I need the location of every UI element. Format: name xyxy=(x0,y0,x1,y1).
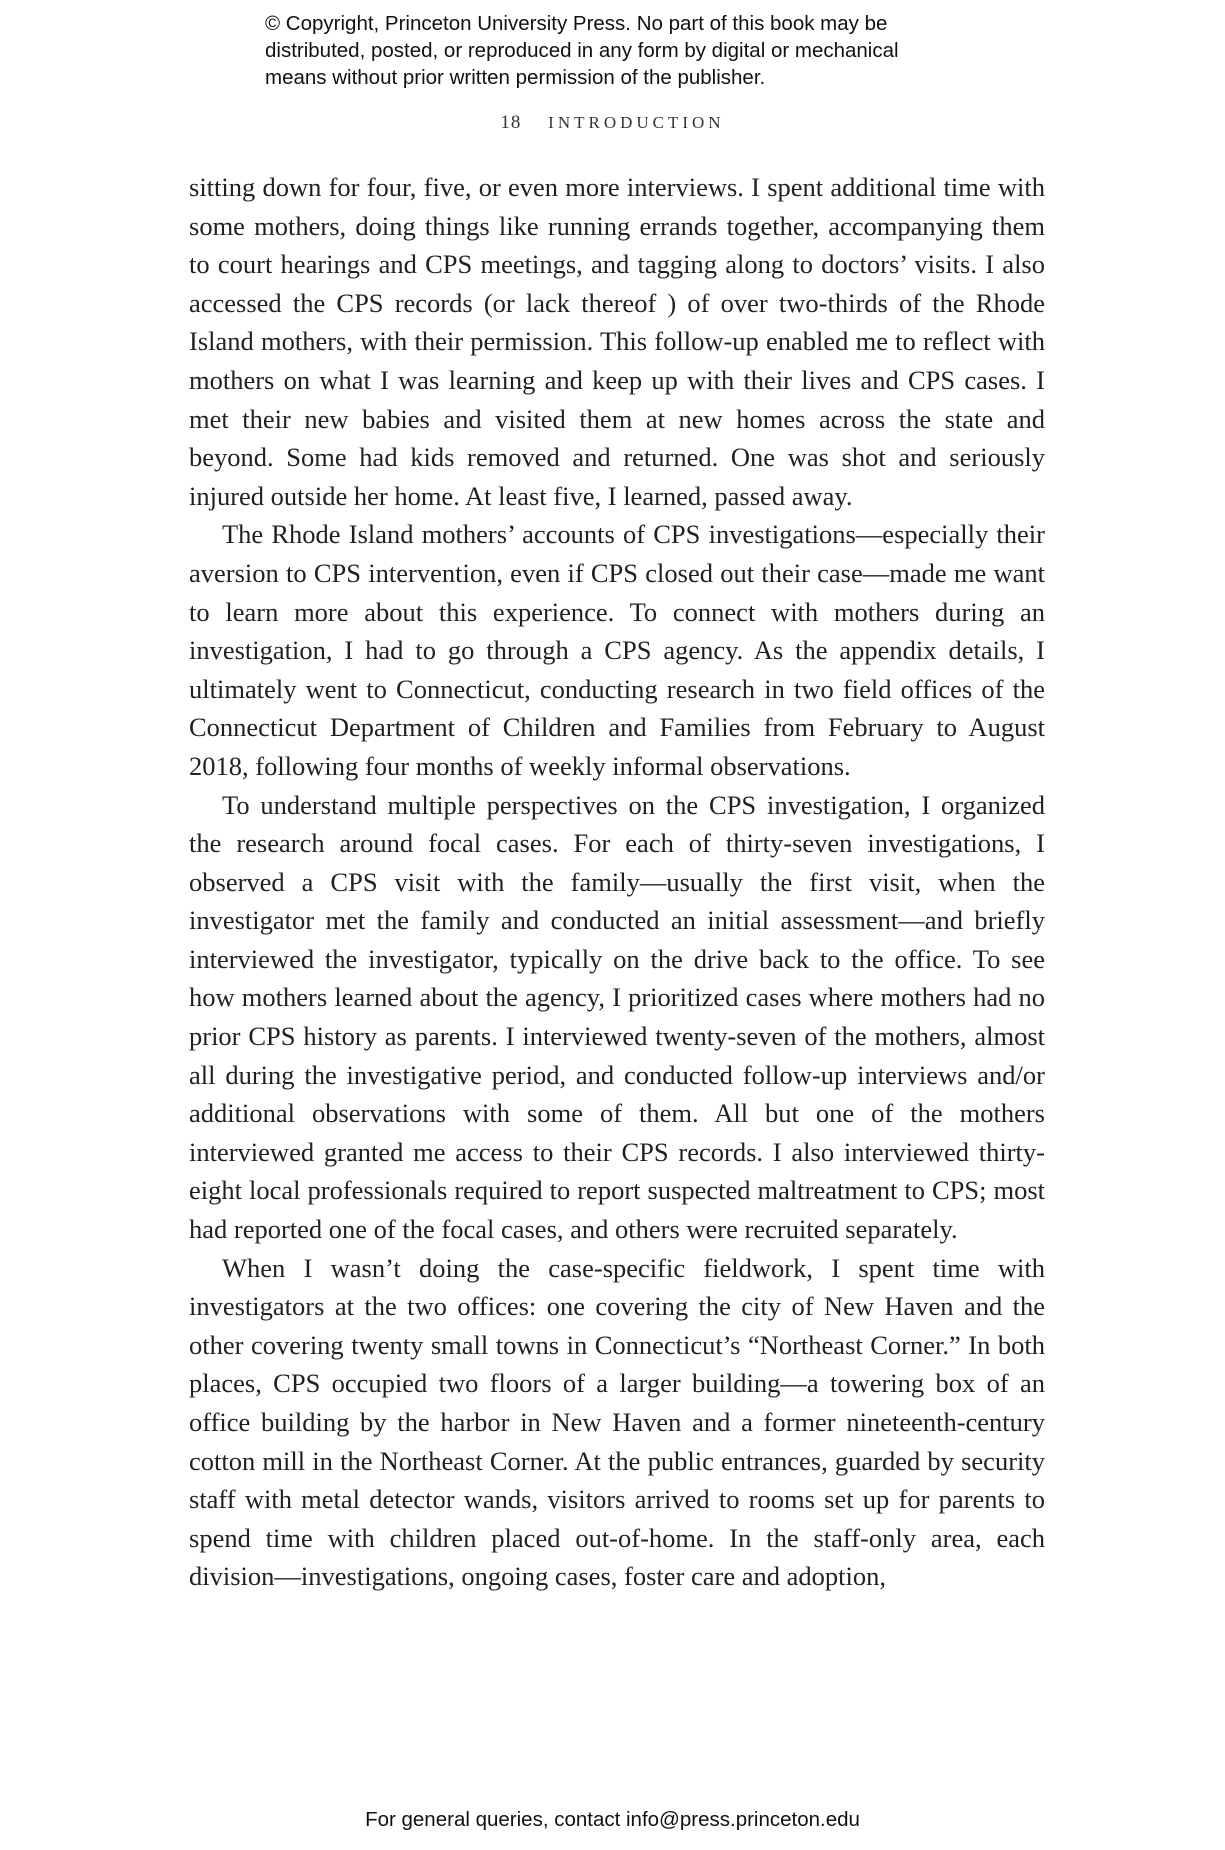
running-head xyxy=(0,112,1225,134)
paragraph-4: When I wasn’t doing the case-specific fieldwork, I spent time with investigators at the two offices: one covering the city of New Haven and the other covering twenty small towns in Connecticut’s “Northeast Corner.” In both places, CPS occupied two floors of a larger building—a towering box of an office building by the harbor in New Haven and a former nineteenth-century cotton mill in the Northeast Corner. At the public entrances, guarded by security staff with metal detector wands, visitors arrived to rooms set up for parents to spend time with children placed out-of-home. In the staff-only area, each division—investigations, ongoing cases, foster care and adoption, xyxy=(189,1252,1045,1592)
section-title: INTRODUCTION xyxy=(548,113,725,132)
copyright-notice xyxy=(265,10,1025,91)
body-text xyxy=(189,168,1045,1596)
paragraph-3: To understand multiple perspectives on the CPS investigation, I organized the research around focal cases. For each of thirty-seven investigations, I observed a CPS visit with the family—usually the first visit, when the investigator met the family and conducted an initial assessment—and briefly interviewed the investigator, typically on the drive back to the office. To see how mothers learned about the agency, I prioritized cases where mothers had no prior CPS history as parents. I interviewed twenty-seven of the mothers, almost all during the investigative period, and conducted follow-up interviews and/or additional observations with some of them. All but one of the mothers interviewed granted me access to their CPS records. I also interviewed thirty-eight local professionals required to report suspected maltreatment to CPS; most had reported one of the focal cases, and others were recruited separately. xyxy=(189,789,1045,1245)
copyright-line-3: means without prior written permission of the publisher. xyxy=(265,66,766,89)
footer-contact: For general queries, contact info@press.princeton.edu xyxy=(365,1808,860,1831)
copyright-line-1: © Copyright, Princeton University Press. No part of this book may be xyxy=(265,12,888,35)
paragraph-1: sitting down for four, five, or even more interviews. I spent additional time with some mothers, doing things like running errands together, accompanying them to court hearings and CPS meetings, and tagging along to doctors’ visits. I also accessed the CPS records (or lack thereof ) of over two-thirds of the Rhode Island mothers, with their permission. This follow-up enabled me to reflect with mothers on what I was learning and keep up with their lives and CPS cases. I met their new babies and visited them at new homes across the state and beyond. Some had kids removed and returned. One was shot and seriously injured outside her home. At least five, I learned, passed away. xyxy=(189,172,1045,511)
copyright-line-2: distributed, posted, or reproduced in any form by digital or mechanical xyxy=(265,39,899,62)
page-number: 18 xyxy=(500,112,522,133)
paragraph-2: The Rhode Island mothers’ accounts of CPS investigations—especially their aversion to CPS intervention, even if CPS closed out their case—made me want to learn more about this experience. To connect with mothers during an investigation, I had to go through a CPS agency. As the appendix details, I ultimately went to Connecticut, conducting research in two field offices of the Connecticut Department of Children and Families from February to August 2018, following four months of weekly informal observations. xyxy=(189,519,1045,781)
